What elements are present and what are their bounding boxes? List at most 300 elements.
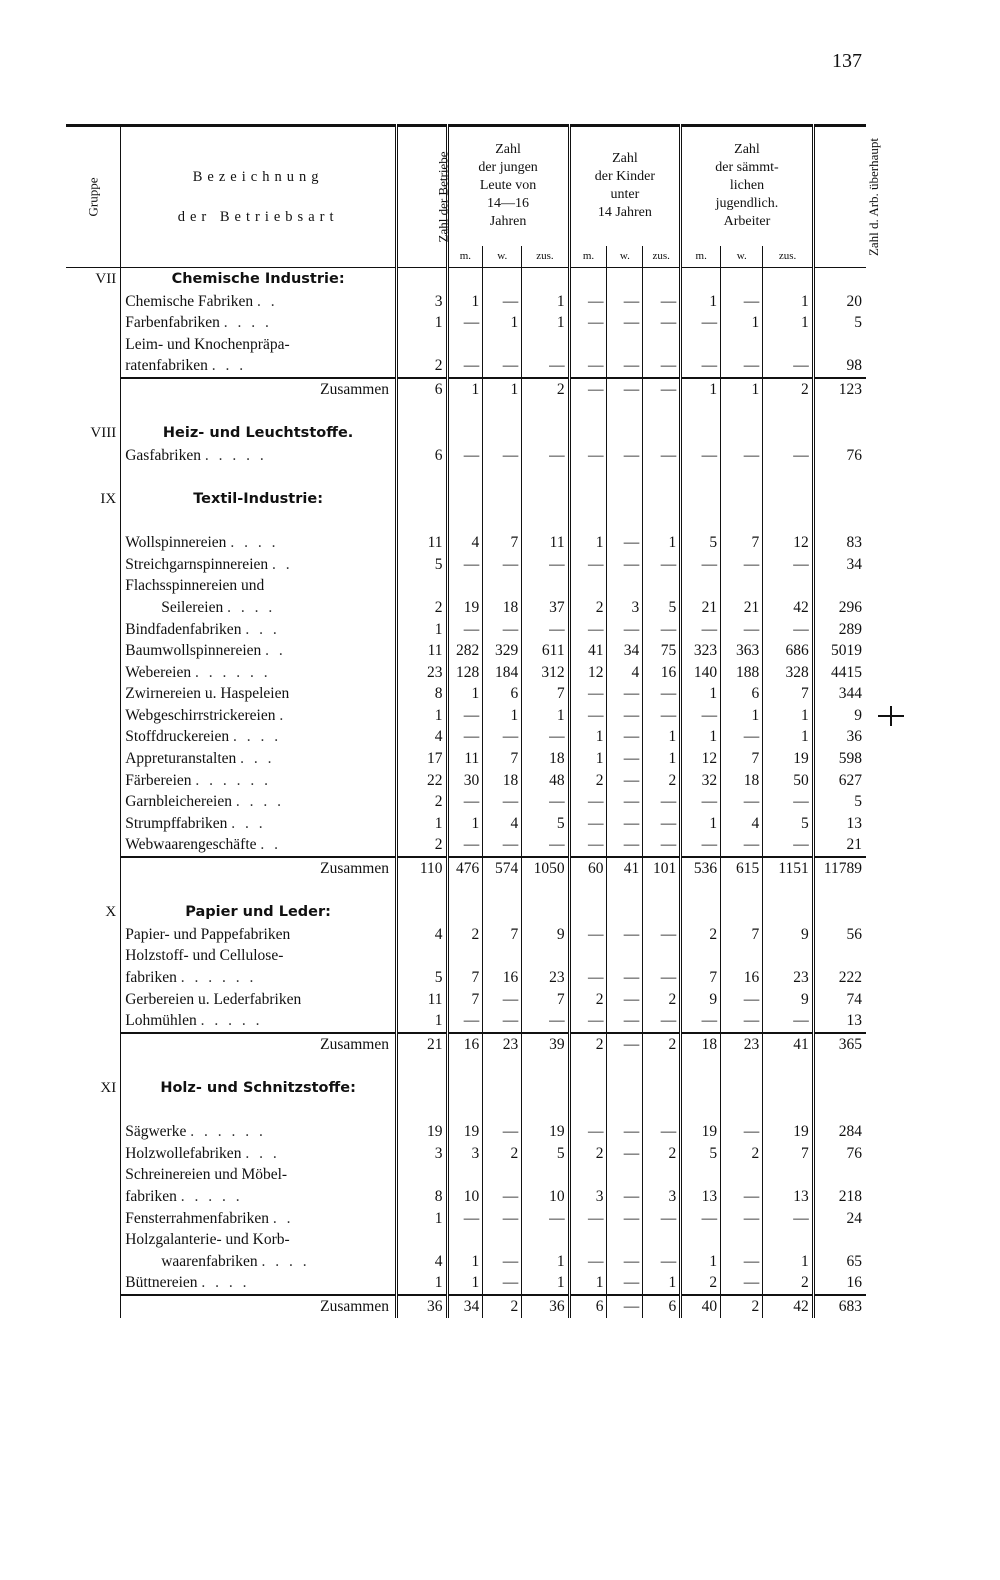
value-cell: — <box>483 1010 522 1033</box>
row-label <box>121 791 397 813</box>
value-cell: — <box>447 619 483 641</box>
value-cell: 5 <box>854 793 862 811</box>
empty-cell <box>643 488 681 511</box>
value-cell: 289 <box>838 620 862 638</box>
value-cell: 75 <box>643 640 681 662</box>
empty-cell <box>681 945 721 967</box>
value-cell: 611 <box>522 640 569 662</box>
value-cell: 11789 <box>813 857 866 880</box>
empty-cell <box>763 334 814 356</box>
value-cell: 188 <box>721 662 763 684</box>
value-cell: 19 <box>447 1121 483 1143</box>
row-label-text: Strumpffabriken <box>125 814 228 832</box>
category-suffix: : <box>317 490 324 507</box>
row-label-text: Zusammen <box>320 380 389 398</box>
value-cell: 5 <box>763 813 814 835</box>
value-cell: — <box>569 291 607 313</box>
value-cell: 16 <box>643 662 681 684</box>
category-row <box>66 422 866 445</box>
empty-cell <box>397 422 448 445</box>
value-cell: 284 <box>838 1123 862 1141</box>
value-cell: 1 <box>397 619 448 641</box>
value-cell: 2 <box>447 924 483 946</box>
value-cell: 21 <box>681 597 721 619</box>
empty-cell <box>483 334 522 356</box>
value-cell: 1 <box>483 378 522 401</box>
value-cell: — <box>569 1208 607 1230</box>
value-cell: 39 <box>522 1033 569 1056</box>
value-cell: — <box>763 619 814 641</box>
empty-cell <box>522 1077 569 1100</box>
value-cell: 83 <box>846 534 862 552</box>
row-label <box>121 989 397 1011</box>
empty-cell <box>447 575 483 597</box>
leader-dots: . . . <box>231 814 266 832</box>
value-cell: — <box>721 1186 763 1208</box>
value-cell: 4415 <box>831 663 862 681</box>
row-label <box>121 683 397 705</box>
empty-cell <box>763 1077 814 1100</box>
empty-cell <box>681 1100 721 1122</box>
empty-cell <box>569 880 607 902</box>
value-cell: — <box>569 683 607 705</box>
empty-cell <box>643 511 681 533</box>
leader-dots: . . . . . <box>180 1187 243 1205</box>
leader-dots: . . <box>256 292 278 310</box>
empty-cell <box>569 945 607 967</box>
value-cell: 21 <box>846 836 862 854</box>
value-cell: 1 <box>569 748 607 770</box>
value-cell: — <box>447 705 483 727</box>
value-cell: 16 <box>846 1274 862 1292</box>
empty-cell <box>522 945 569 967</box>
row-label <box>121 334 397 356</box>
value-cell: — <box>681 445 721 467</box>
value-cell: 9 <box>522 924 569 946</box>
value-cell: 1 <box>569 532 607 554</box>
empty-cell <box>607 268 643 291</box>
value-cell: 1 <box>397 705 448 727</box>
header-bezeichnung: Bezeichnung der Betriebsart <box>121 126 397 268</box>
value-cell: 1 <box>681 683 721 705</box>
empty-cell <box>522 901 569 924</box>
empty-cell <box>397 1055 448 1077</box>
value-cell: 12 <box>681 748 721 770</box>
sub-header: zus. <box>643 246 681 268</box>
table-row <box>66 662 866 684</box>
value-cell: 4 <box>607 662 643 684</box>
empty-cell <box>643 401 681 423</box>
value-cell: 12 <box>569 662 607 684</box>
row-label <box>121 924 397 946</box>
value-cell: 1 <box>681 291 721 313</box>
value-cell: — <box>607 813 643 835</box>
label-continuation-row <box>66 334 866 356</box>
value-cell: 13 <box>846 814 862 832</box>
value-cell: — <box>721 1272 763 1295</box>
spacer-row <box>66 511 866 533</box>
empty-cell <box>522 268 569 291</box>
row-label <box>121 945 397 967</box>
value-cell: 22 <box>397 770 448 792</box>
empty-cell <box>522 334 569 356</box>
value-cell: — <box>483 1186 522 1208</box>
empty-cell <box>681 422 721 445</box>
row-label <box>121 1272 397 1295</box>
empty-cell <box>397 334 448 356</box>
empty-cell <box>813 880 866 902</box>
value-cell: 1 <box>447 1251 483 1273</box>
empty-cell <box>813 511 866 533</box>
value-cell: 2 <box>397 791 448 813</box>
empty-cell <box>447 401 483 423</box>
category-suffix: . <box>347 425 354 442</box>
value-cell: 6 <box>397 378 448 401</box>
value-cell: 42 <box>763 597 814 619</box>
header-saemmtliche: Zahl der sämmt- lichen jugendlich. Arbeiter <box>681 126 814 246</box>
value-cell: 56 <box>846 925 862 943</box>
row-label-text: Zusammen <box>320 1297 389 1315</box>
value-cell: — <box>607 770 643 792</box>
value-cell: 60 <box>569 857 607 880</box>
row-label-text: fabriken <box>125 1187 177 1205</box>
empty-cell <box>447 268 483 291</box>
empty-cell <box>681 1077 721 1100</box>
row-label-text: Sägwerke <box>125 1123 187 1141</box>
value-cell: 4 <box>397 1251 448 1273</box>
empty-cell <box>643 422 681 445</box>
empty-cell <box>813 945 866 967</box>
value-cell: 74 <box>846 990 862 1008</box>
empty-cell <box>397 1100 448 1122</box>
value-cell: 1 <box>483 312 522 334</box>
value-cell: — <box>607 989 643 1011</box>
category-row <box>66 1077 866 1100</box>
empty-cell <box>569 401 607 423</box>
value-cell: 2 <box>643 770 681 792</box>
spacer-row <box>66 880 866 902</box>
total-label <box>121 1295 397 1318</box>
value-cell: 101 <box>643 857 681 880</box>
value-cell: 1 <box>763 726 814 748</box>
row-label <box>121 532 397 554</box>
empty-cell <box>522 880 569 902</box>
empty-cell <box>607 1100 643 1122</box>
empty-cell <box>447 511 483 533</box>
value-cell: 1 <box>681 378 721 401</box>
value-cell: 3 <box>607 597 643 619</box>
value-cell: 1 <box>397 1010 448 1033</box>
value-cell: — <box>607 1251 643 1273</box>
value-cell: — <box>483 355 522 378</box>
category-suffix: : <box>325 904 331 921</box>
value-cell: 1 <box>522 312 569 334</box>
statistics-table <box>66 124 881 1318</box>
value-cell: 18 <box>483 597 522 619</box>
value-cell: — <box>721 726 763 748</box>
value-cell: 76 <box>846 1144 862 1162</box>
empty-cell <box>483 466 522 488</box>
category-row <box>66 268 866 291</box>
value-cell: 10 <box>447 1186 483 1208</box>
empty-cell <box>447 334 483 356</box>
leader-dots: . . <box>260 836 282 854</box>
empty-cell <box>721 488 763 511</box>
value-cell: 23 <box>522 967 569 989</box>
value-cell: — <box>721 291 763 313</box>
row-label <box>121 1164 397 1186</box>
value-cell: — <box>681 355 721 378</box>
value-cell: — <box>483 291 522 313</box>
value-cell: 5 <box>643 597 681 619</box>
value-cell: 1 <box>522 1272 569 1295</box>
value-cell: — <box>483 445 522 467</box>
value-cell: 1 <box>522 291 569 313</box>
table-row <box>66 967 866 989</box>
empty-cell <box>483 488 522 511</box>
value-cell: — <box>607 1272 643 1295</box>
row-label <box>121 967 397 989</box>
value-cell: 19 <box>763 1121 814 1143</box>
value-cell: 13 <box>681 1186 721 1208</box>
leader-dots: . <box>279 706 287 724</box>
empty-cell <box>681 1055 721 1077</box>
empty-cell <box>569 511 607 533</box>
value-cell: 1 <box>522 705 569 727</box>
empty-cell <box>813 1164 866 1186</box>
leader-dots: . . . <box>245 1144 280 1162</box>
value-cell: — <box>607 705 643 727</box>
spacer-row <box>66 466 866 488</box>
empty-cell <box>397 945 448 967</box>
empty-cell <box>569 268 607 291</box>
empty-cell <box>522 1100 569 1122</box>
value-cell: — <box>721 989 763 1011</box>
value-cell: — <box>569 378 607 401</box>
value-cell: — <box>607 834 643 857</box>
value-cell: — <box>447 1010 483 1033</box>
empty-cell <box>721 575 763 597</box>
row-label <box>121 619 397 641</box>
value-cell: — <box>643 355 681 378</box>
value-cell: 18 <box>681 1033 721 1056</box>
value-cell: — <box>569 619 607 641</box>
empty-cell <box>569 901 607 924</box>
value-cell: — <box>763 1208 814 1230</box>
row-label-text: Leim- und Knochenpräpa- <box>125 335 290 353</box>
value-cell: 32 <box>681 770 721 792</box>
row-label-text: Zwirnereien u. Haspeleien <box>125 685 290 703</box>
value-cell: 4 <box>397 726 448 748</box>
empty-cell <box>721 880 763 902</box>
leader-dots: . . . . <box>227 598 276 616</box>
sub-header: w. <box>721 246 763 268</box>
value-cell: 683 <box>813 1295 866 1318</box>
value-cell: — <box>607 554 643 576</box>
empty-cell <box>681 511 721 533</box>
value-cell: — <box>681 834 721 857</box>
empty-cell <box>522 511 569 533</box>
empty-cell <box>721 1164 763 1186</box>
value-cell: — <box>569 554 607 576</box>
empty-cell <box>763 1164 814 1186</box>
table-row <box>66 770 866 792</box>
empty-cell <box>483 511 522 533</box>
row-label-text: Seilereien <box>161 598 224 616</box>
row-label-text: Wollspinnereien <box>125 534 227 552</box>
value-cell: — <box>522 355 569 378</box>
value-cell: 2 <box>643 1033 681 1056</box>
value-cell: — <box>643 813 681 835</box>
row-label-text: Gerbereien u. Lederfabriken <box>125 990 302 1008</box>
empty-cell <box>643 1077 681 1100</box>
category-title <box>121 1077 397 1100</box>
header-ueberhaupt: Zahl d. Arb. überhaupt <box>813 126 866 268</box>
group-numeral: VIII <box>66 422 121 445</box>
value-cell: — <box>763 554 814 576</box>
row-label <box>121 1143 397 1165</box>
value-cell: — <box>681 1010 721 1033</box>
leader-dots: . . . . <box>230 534 279 552</box>
header-gruppe: Gruppe <box>66 126 121 268</box>
sub-header: w. <box>607 246 643 268</box>
value-cell: 344 <box>838 685 862 703</box>
row-label-text: Fensterrahmenfabriken <box>125 1209 269 1227</box>
category-label: Holz- und Schnitzstoffe <box>160 1079 351 1096</box>
value-cell: — <box>721 1208 763 1230</box>
empty-cell <box>522 1164 569 1186</box>
empty-cell <box>721 422 763 445</box>
value-cell: 2 <box>569 1033 607 1056</box>
row-label-text: Zusammen <box>320 1035 389 1053</box>
empty-cell <box>447 901 483 924</box>
value-cell: 1 <box>447 813 483 835</box>
value-cell: 1 <box>522 1251 569 1273</box>
total-label <box>121 857 397 880</box>
row-label-text: Appreturanstalten <box>125 750 237 768</box>
value-cell: — <box>447 726 483 748</box>
value-cell: — <box>483 791 522 813</box>
value-cell: — <box>763 791 814 813</box>
value-cell: — <box>643 445 681 467</box>
value-cell: 4 <box>447 532 483 554</box>
value-cell: 21 <box>721 597 763 619</box>
value-cell: — <box>643 834 681 857</box>
empty-cell <box>813 422 866 445</box>
row-label-text: Flachsspinnereien und <box>125 577 265 595</box>
empty-cell <box>721 511 763 533</box>
empty-cell <box>763 1100 814 1122</box>
empty-cell <box>483 901 522 924</box>
value-cell: — <box>483 1208 522 1230</box>
value-cell: — <box>522 1010 569 1033</box>
empty-cell <box>763 880 814 902</box>
value-cell: — <box>447 355 483 378</box>
value-cell: — <box>721 834 763 857</box>
row-label-text: Schreinereien und Möbel- <box>125 1166 288 1184</box>
value-cell: 184 <box>483 662 522 684</box>
table-row <box>66 1251 866 1273</box>
value-cell: 3 <box>643 1186 681 1208</box>
value-cell: — <box>643 1121 681 1143</box>
leader-dots: . . . . . . <box>180 969 257 986</box>
value-cell: 19 <box>447 597 483 619</box>
leader-dots: . . . . . . <box>195 771 272 789</box>
value-cell: — <box>447 312 483 334</box>
row-label-text: Färbereien <box>125 771 192 789</box>
row-label-text: Stoffdruckereien <box>125 728 230 746</box>
row-label <box>121 1186 397 1208</box>
value-cell: 11 <box>397 640 448 662</box>
empty-cell <box>763 901 814 924</box>
value-cell: — <box>643 683 681 705</box>
empty-cell <box>813 268 866 291</box>
empty-cell <box>721 466 763 488</box>
value-cell: — <box>483 1272 522 1295</box>
row-label-text: Holzwollefabriken <box>125 1144 242 1162</box>
value-cell: 3 <box>569 1186 607 1208</box>
value-cell: 2 <box>721 1295 763 1318</box>
value-cell: 76 <box>846 446 862 464</box>
value-cell: 12 <box>763 532 814 554</box>
value-cell: 7 <box>721 532 763 554</box>
empty-cell <box>681 488 721 511</box>
value-cell: 7 <box>721 748 763 770</box>
empty-cell <box>397 575 448 597</box>
category-label: Chemische Industrie <box>171 271 339 287</box>
value-cell: 19 <box>522 1121 569 1143</box>
empty-cell <box>607 466 643 488</box>
empty-cell <box>569 575 607 597</box>
value-cell: — <box>643 1010 681 1033</box>
value-cell: — <box>607 1295 643 1318</box>
value-cell: 41 <box>763 1033 814 1056</box>
empty-cell <box>721 1100 763 1122</box>
value-cell: 13 <box>846 1012 862 1030</box>
empty-cell <box>569 1055 607 1077</box>
category-label: Papier und Leder <box>185 904 326 921</box>
row-label <box>121 291 397 313</box>
value-cell: 4 <box>483 813 522 835</box>
empty-cell <box>763 575 814 597</box>
value-cell: 23 <box>763 967 814 989</box>
value-cell: 6 <box>483 683 522 705</box>
row-label-text: Farbenfabriken <box>125 314 220 332</box>
value-cell: 328 <box>763 662 814 684</box>
row-label-text: Webwaarengeschäfte <box>125 836 257 854</box>
value-cell: — <box>607 619 643 641</box>
value-cell: 7 <box>483 748 522 770</box>
value-cell: 123 <box>813 378 866 401</box>
empty-cell <box>763 466 814 488</box>
empty-cell <box>483 880 522 902</box>
value-cell: 6 <box>643 1295 681 1318</box>
value-cell: 19 <box>681 1121 721 1143</box>
value-cell: 1 <box>681 726 721 748</box>
row-label <box>121 1208 397 1230</box>
value-cell: 1 <box>721 312 763 334</box>
row-label-text: Zusammen <box>320 860 389 878</box>
value-cell: — <box>569 791 607 813</box>
value-cell: — <box>569 1121 607 1143</box>
value-cell: — <box>681 705 721 727</box>
value-cell: — <box>763 834 814 857</box>
value-cell: 1 <box>763 1251 814 1273</box>
row-label-text: Gasfabriken <box>125 446 201 464</box>
value-cell: — <box>607 683 643 705</box>
empty-cell <box>643 901 681 924</box>
value-cell: 3 <box>397 291 448 313</box>
